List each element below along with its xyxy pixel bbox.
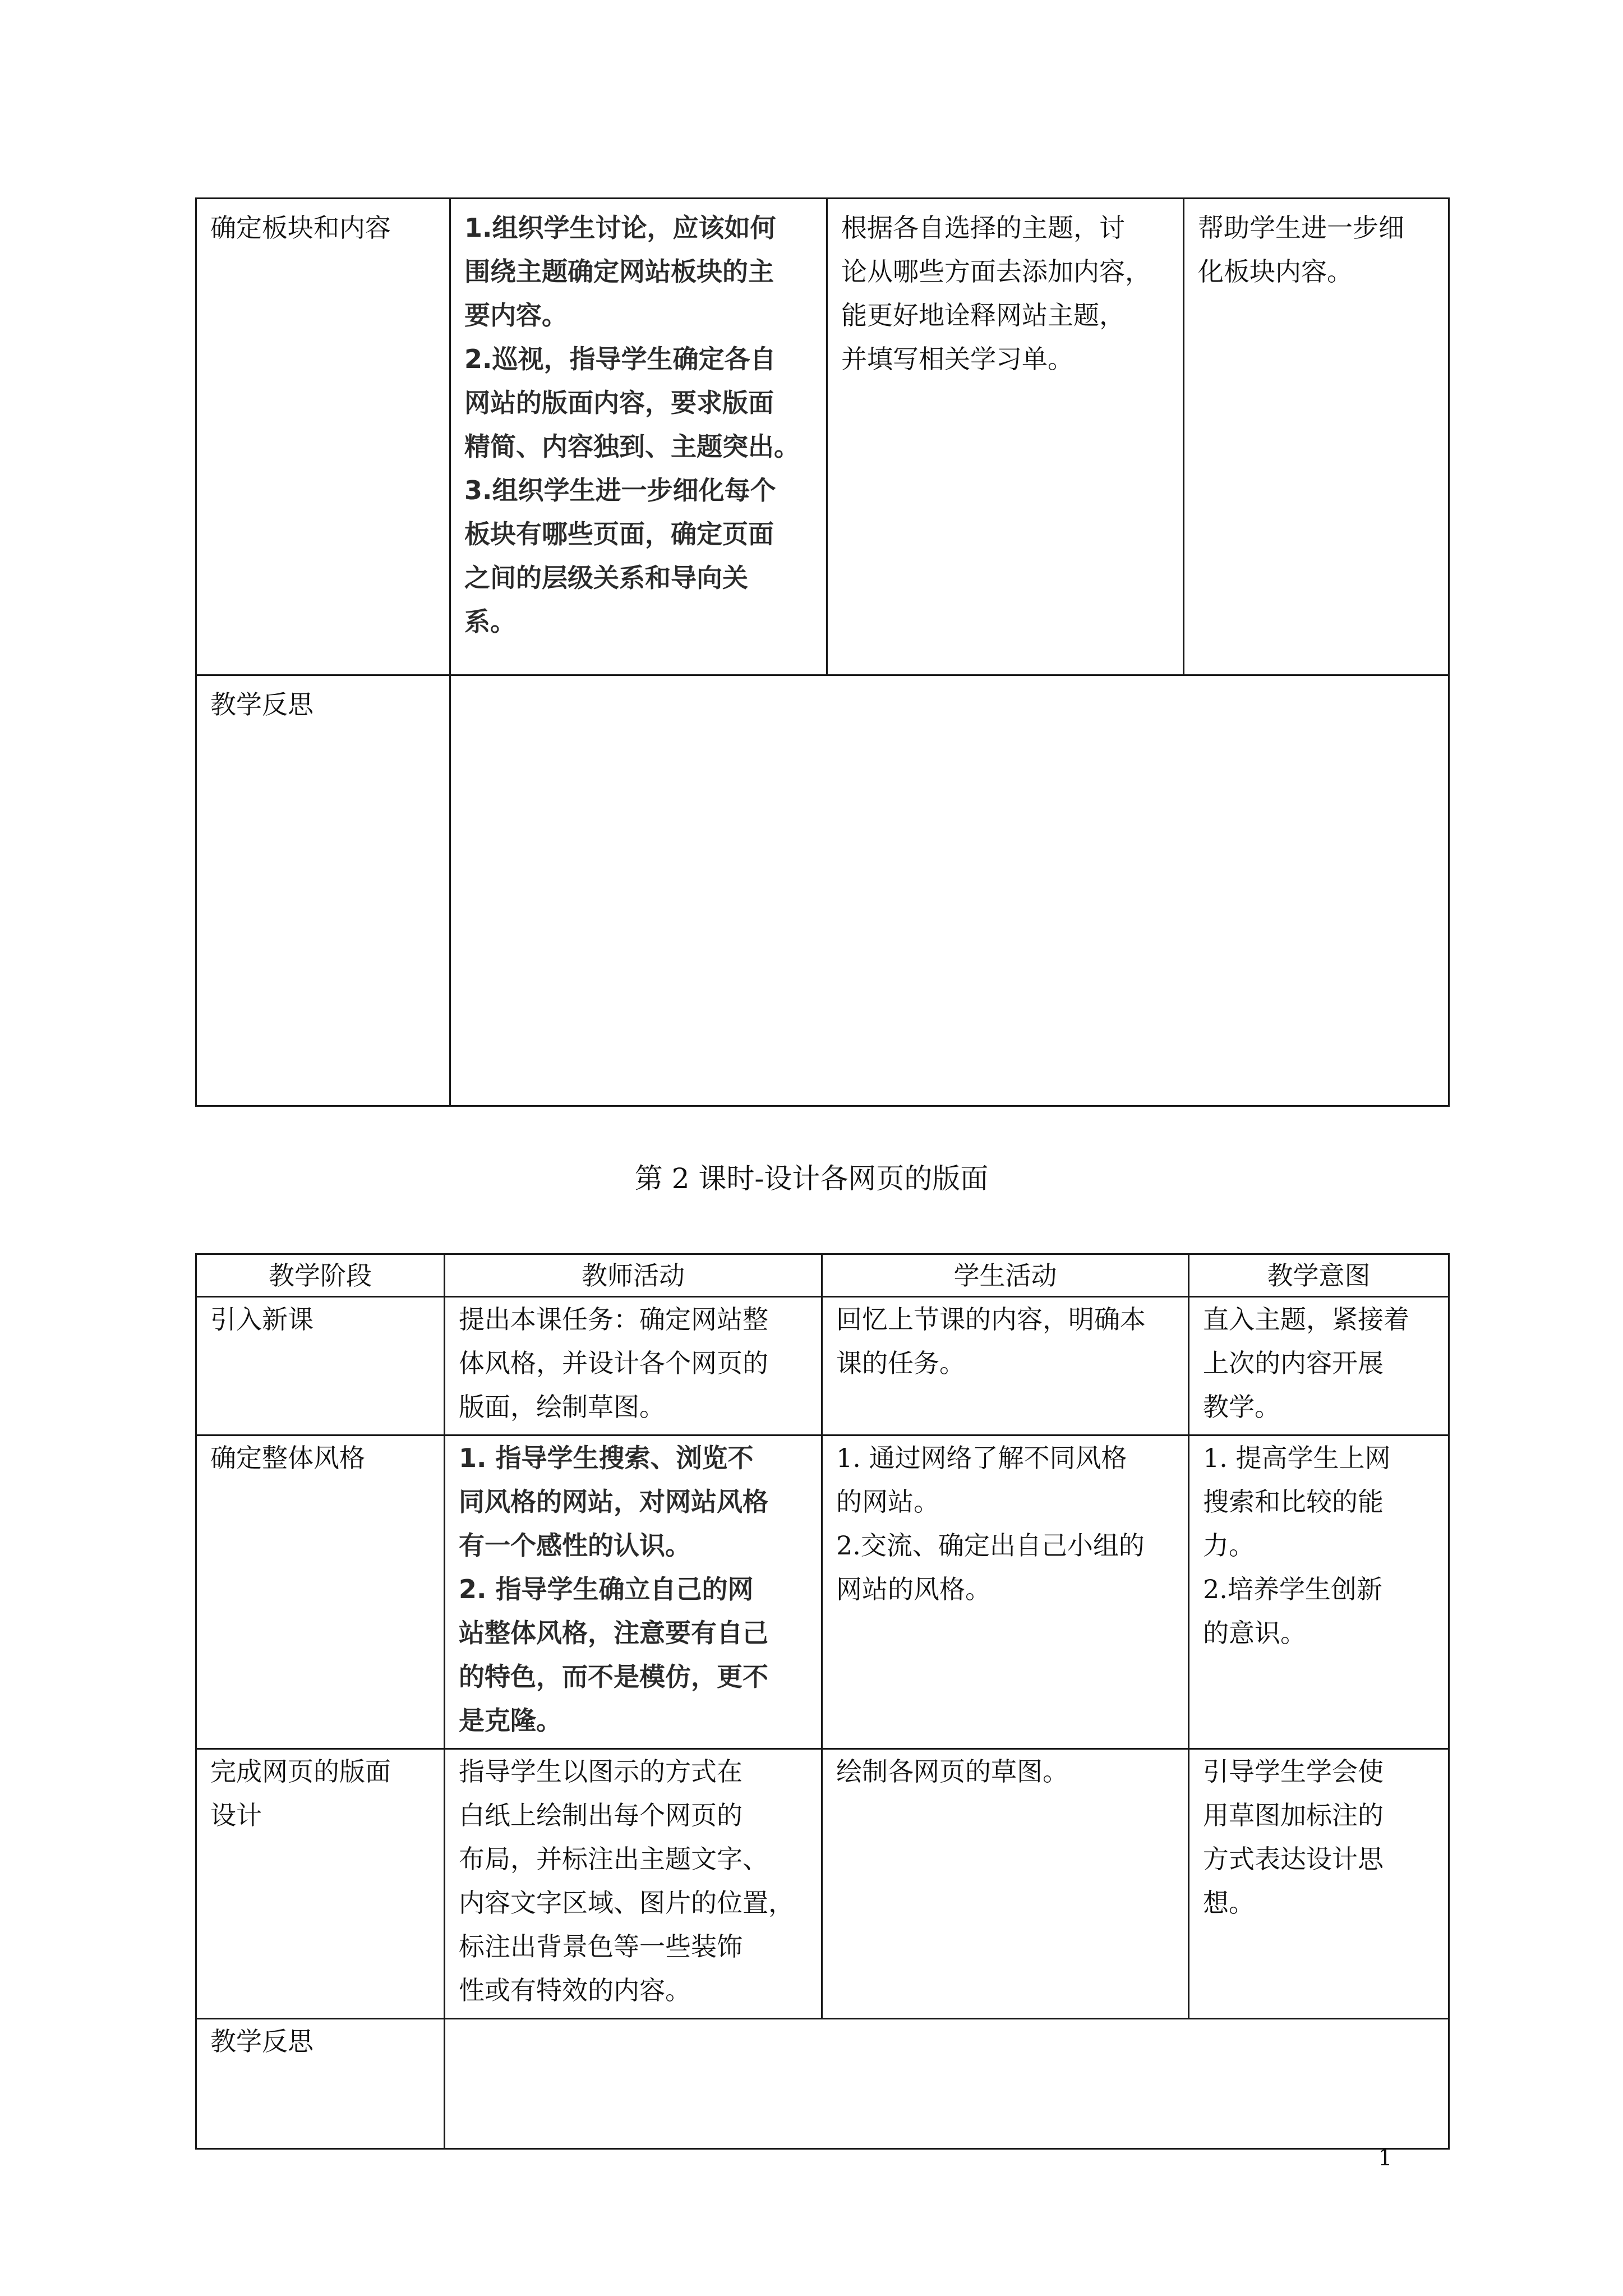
- text-line: 板块有哪些页面，确定页面: [464, 519, 774, 549]
- text-line: 体风格，并设计各个网页的: [459, 1348, 768, 1378]
- text-line: 直入主题，紧接着: [1203, 1304, 1409, 1335]
- student-activity-cell: [822, 1297, 1189, 1435]
- teaching-intent-cell: [1189, 1297, 1449, 1435]
- text-line: 课的任务。: [836, 1348, 965, 1378]
- reflection-label: 教学反思: [210, 2026, 313, 2056]
- table-row: [196, 199, 1449, 675]
- reflection-content-cell: [450, 675, 1449, 1106]
- text-line: 标注出背景色等一些装饰: [459, 1931, 743, 1962]
- text-line: 有一个感性的认识。: [459, 1530, 691, 1561]
- text-line: 内容文字区域、图片的位置，: [459, 1888, 794, 1918]
- text-line: 布局，并标注出主题文字、: [459, 1844, 768, 1874]
- text-line: 1. 通过网络了解不同风格: [836, 1443, 1127, 1473]
- text-line: 设计: [210, 1800, 262, 1830]
- stage-cell: [196, 1435, 445, 1749]
- table-row: [196, 675, 1449, 1106]
- section-title: 第 2 课时-设计各网页的版面: [634, 1162, 989, 1195]
- page-number: 1: [1378, 2145, 1393, 2171]
- teacher-activity-cell: [450, 199, 827, 675]
- student-activity-cell: [827, 199, 1184, 675]
- text-line: 1.组织学生讨论，应该如何: [464, 213, 776, 243]
- text-line: 回忆上节课的内容，明确本: [836, 1304, 1146, 1335]
- text-line: 网站的版面内容，要求版面: [464, 388, 774, 418]
- text-line: 系。: [464, 606, 516, 637]
- teaching-intent-cell: [1189, 1749, 1449, 2019]
- text-line: 指导学生以图示的方式在: [459, 1756, 743, 1787]
- text-line: 站整体风格，注意要有自己: [459, 1618, 768, 1648]
- text-line: 版面，绘制草图。: [459, 1392, 665, 1422]
- table-row: [196, 1435, 1449, 1749]
- text-line: 根据各自选择的主题，讨: [841, 213, 1125, 243]
- text-line: 2.巡视，指导学生确定各自: [464, 344, 776, 374]
- text-line: 引入新课: [210, 1304, 313, 1335]
- table-row: [196, 1749, 1449, 2019]
- teacher-activity-cell: [445, 1749, 822, 2019]
- text-line: 化板块内容。: [1198, 256, 1353, 287]
- student-activity-cell: [822, 1435, 1189, 1749]
- text-line: 上次的内容开展: [1203, 1348, 1384, 1378]
- text-line: 2.交流、确定出自己小组的: [836, 1530, 1145, 1561]
- header-student-activity: 学生活动: [822, 1254, 1189, 1297]
- text-line: 教学。: [1203, 1392, 1280, 1422]
- stage-cell: [196, 1297, 445, 1435]
- stage-cell: [196, 199, 450, 675]
- lesson-plan-table-2: [195, 1253, 1450, 2150]
- reflection-label-cell: [196, 675, 450, 1106]
- text-line: 之间的层级关系和导向关: [464, 563, 748, 593]
- text-line: 搜索和比较的能: [1203, 1487, 1384, 1517]
- text-line: 引导学生学会使: [1203, 1756, 1384, 1787]
- header-teacher-activity: 教师活动: [445, 1254, 822, 1297]
- header-teaching-intent: 教学意图: [1189, 1254, 1449, 1297]
- table-header-row: [196, 1254, 1449, 1297]
- text-line: 白纸上绘制出每个网页的: [459, 1800, 743, 1830]
- table-row: [196, 2019, 1449, 2149]
- text-line: 并填写相关学习单。: [841, 344, 1073, 374]
- stage-text: 确定板块和内容: [210, 213, 391, 243]
- text-line: 帮助学生进一步细: [1198, 213, 1404, 243]
- reflection-label-cell: [196, 2019, 445, 2149]
- text-line: 1. 提高学生上网: [1203, 1443, 1391, 1473]
- reflection-label: 教学反思: [210, 689, 313, 720]
- text-line: 的特色，而不是模仿，更不: [459, 1662, 768, 1692]
- stage-cell: [196, 1749, 445, 2019]
- text-line: 确定整体风格: [210, 1443, 365, 1473]
- text-line: 围绕主题确定网站板块的主: [464, 256, 774, 287]
- text-line: 绘制各网页的草图。: [836, 1756, 1068, 1787]
- text-line: 同风格的网站，对网站风格: [459, 1487, 768, 1517]
- header-stage: 教学阶段: [196, 1254, 445, 1297]
- table-row: [196, 1297, 1449, 1435]
- text-line: 想。: [1203, 1888, 1255, 1918]
- text-line: 论从哪些方面去添加内容，: [841, 256, 1151, 287]
- text-line: 的网站。: [836, 1487, 939, 1517]
- text-line: 要内容。: [464, 300, 568, 330]
- text-line: 网站的风格。: [836, 1574, 991, 1604]
- text-line: 2.培养学生创新: [1203, 1574, 1382, 1604]
- teacher-activity-cell: [445, 1297, 822, 1435]
- text-line: 力。: [1203, 1530, 1255, 1561]
- text-line: 提出本课任务：确定网站整: [459, 1304, 768, 1335]
- reflection-content-cell: [445, 2019, 1449, 2149]
- text-line: 能更好地诠释网站主题，: [841, 300, 1125, 330]
- text-line: 3.组织学生进一步细化每个: [464, 475, 776, 505]
- text-line: 方式表达设计思: [1203, 1844, 1384, 1874]
- teacher-activity-cell: [445, 1435, 822, 1749]
- text-line: 性或有特效的内容。: [459, 1975, 691, 2005]
- text-line: 精简、内容独到、主题突出。: [464, 431, 800, 462]
- text-line: 1. 指导学生搜索、浏览不: [459, 1443, 754, 1473]
- text-line: 是克隆。: [459, 1705, 562, 1736]
- text-line: 用草图加标注的: [1203, 1800, 1384, 1830]
- teaching-intent-cell: [1189, 1435, 1449, 1749]
- student-activity-cell: [822, 1749, 1189, 2019]
- lesson-plan-table-1: [195, 197, 1450, 1107]
- text-line: 的意识。: [1203, 1618, 1306, 1648]
- text-line: 2. 指导学生确立自己的网: [459, 1574, 754, 1604]
- teaching-intent-cell: [1184, 199, 1449, 675]
- text-line: 完成网页的版面: [210, 1756, 391, 1787]
